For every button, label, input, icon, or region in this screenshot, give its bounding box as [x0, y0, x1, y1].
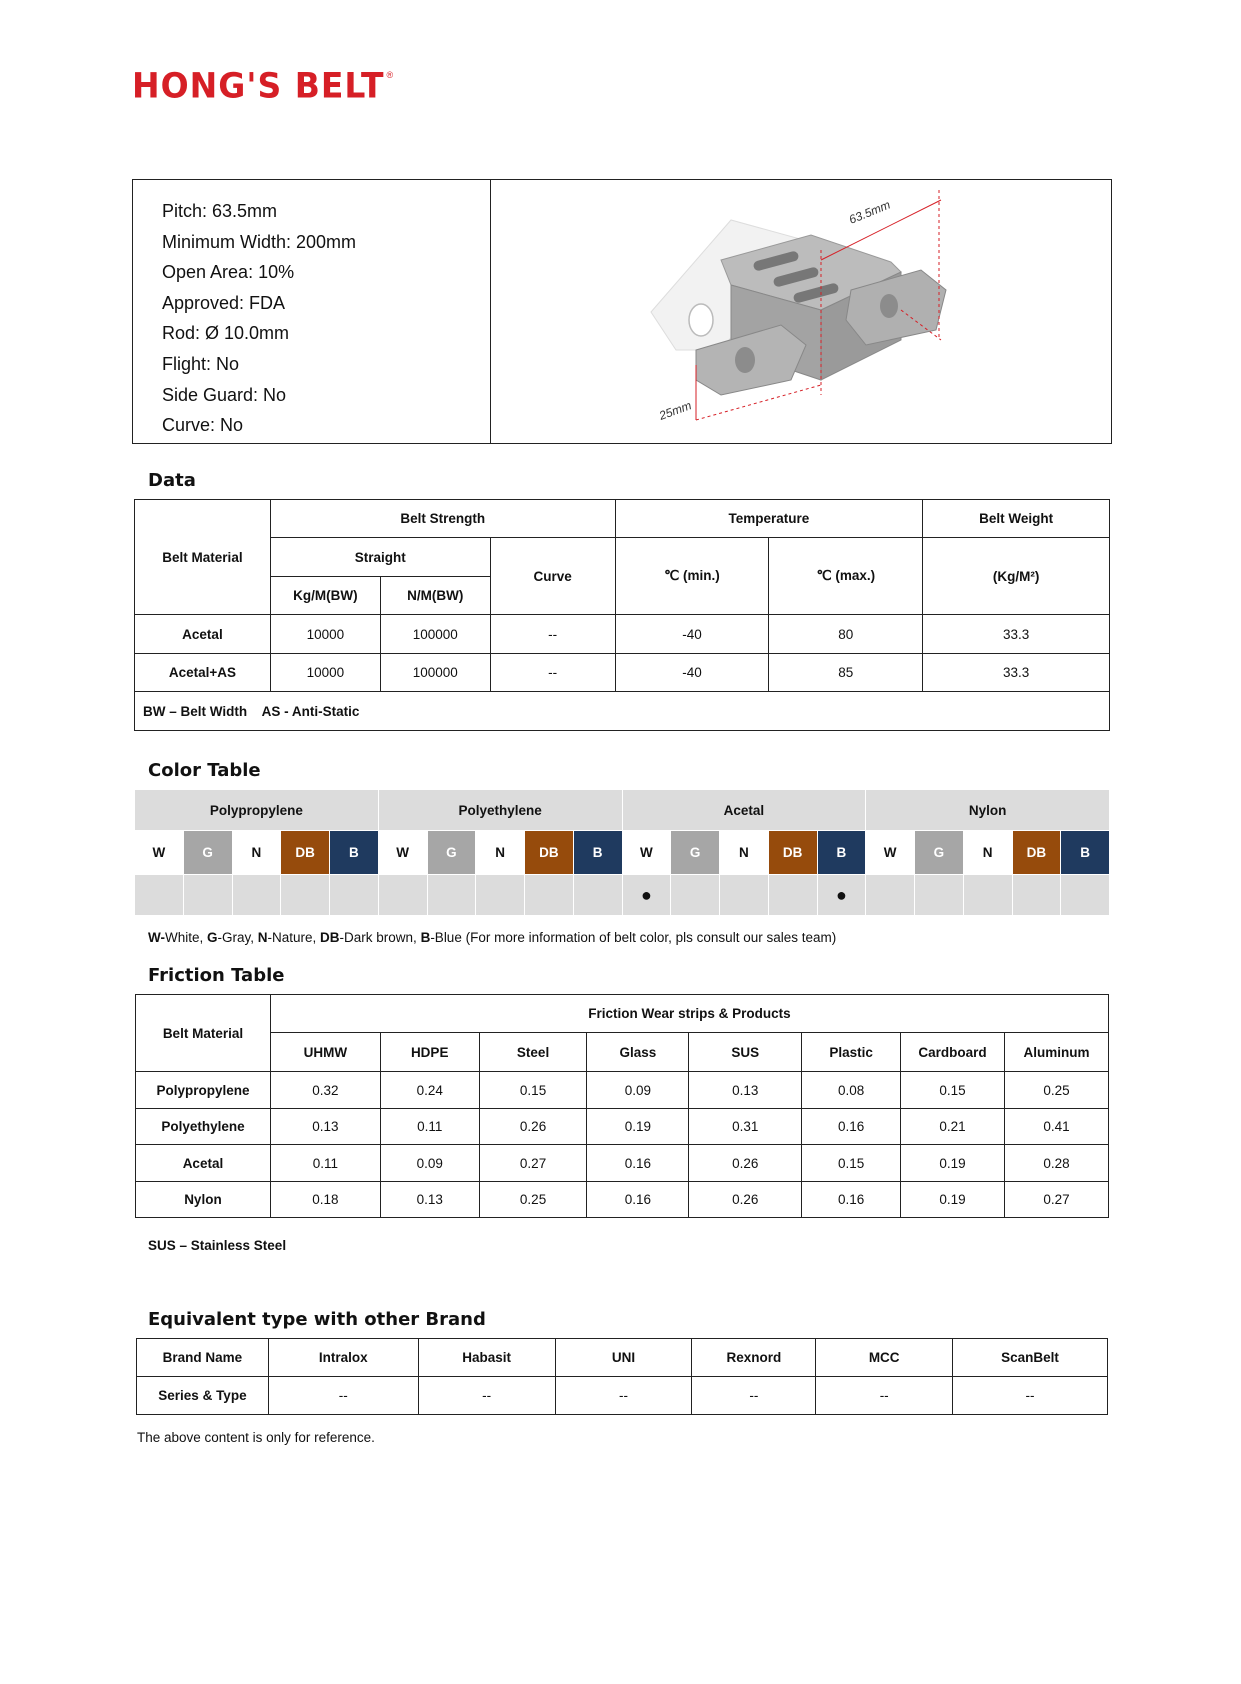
color-code-cell: W	[622, 831, 671, 875]
friction-col-header: Aluminum	[1005, 1033, 1109, 1072]
row-material: Acetal	[135, 615, 271, 654]
legend-code: N	[257, 930, 268, 945]
equiv-label-brand: Brand Name	[137, 1339, 269, 1377]
data-footnote: BW – Belt Width AS - Anti-Static	[135, 692, 1110, 731]
color-availability-cell	[573, 875, 622, 916]
color-availability-cell: ●	[817, 875, 866, 916]
color-code-cell: N	[476, 831, 525, 875]
friction-title: Friction Table	[148, 965, 285, 986]
legend-code: B	[420, 930, 431, 945]
friction-value-cell: 0.16	[802, 1109, 901, 1145]
spec-curve: Curve: No	[162, 415, 244, 436]
color-code-cell: G	[671, 831, 720, 875]
color-availability-cell: ●	[622, 875, 671, 916]
friction-value-cell: 0.13	[380, 1182, 479, 1218]
hdr-curve: Curve	[490, 538, 615, 615]
series-type-cell: --	[816, 1377, 953, 1415]
hdr-weight-unit: (Kg/M²)	[923, 538, 1110, 615]
spec-pitch: Pitch: 63.5mm	[162, 201, 278, 221]
hdr-straight: Straight	[270, 538, 490, 577]
friction-value-cell: 0.32	[270, 1072, 380, 1109]
friction-col-header: UHMW	[270, 1033, 380, 1072]
table-row	[136, 1072, 1109, 1109]
cell-curve: --	[490, 615, 615, 654]
color-availability-cell	[915, 875, 964, 916]
color-code-cell: DB	[281, 831, 330, 875]
friction-value-cell: 0.28	[1005, 1145, 1109, 1182]
table-row	[136, 1182, 1109, 1218]
hdr-temp-max: ℃ (max.)	[769, 538, 923, 615]
friction-value-cell: 0.41	[1005, 1109, 1109, 1145]
friction-value-cell: 0.13	[270, 1109, 380, 1145]
color-code-cell: G	[183, 831, 232, 875]
logo-text: HONG'S BELT	[132, 65, 385, 106]
belt-module-diagram	[491, 180, 1111, 443]
friction-col-header: Cardboard	[901, 1033, 1005, 1072]
spec-min-width: Minimum Width: 200mm	[162, 231, 357, 252]
hdr-belt-material: Belt Material	[135, 500, 271, 615]
color-group-header: Nylon	[866, 790, 1110, 831]
color-availability-row	[135, 875, 1110, 916]
table-row	[135, 615, 1110, 654]
color-availability-cell	[135, 875, 184, 916]
series-type-cell: --	[953, 1377, 1108, 1415]
table-row	[136, 1109, 1109, 1145]
friction-value-cell: 0.19	[901, 1182, 1005, 1218]
cell-kg: 10000	[270, 615, 380, 654]
legend-text: -Gray,	[217, 930, 258, 945]
cell-n: 100000	[380, 615, 490, 654]
friction-value-cell: 0.18	[270, 1182, 380, 1218]
color-group-header: Polyethylene	[378, 790, 622, 831]
series-type-cell: --	[268, 1377, 418, 1415]
table-row	[137, 1339, 1108, 1377]
color-availability-cell	[720, 875, 769, 916]
color-code-cell: B	[573, 831, 622, 875]
hdr-belt-weight: Belt Weight	[923, 500, 1110, 538]
table-row	[136, 1145, 1109, 1182]
color-code-cell: DB	[1012, 831, 1061, 875]
friction-col-header: SUS	[689, 1033, 802, 1072]
spec-flight: Flight: No	[162, 353, 240, 374]
friction-value-cell: 0.25	[1005, 1072, 1109, 1109]
color-legend	[148, 930, 836, 945]
dim-height-label: 25mm	[657, 398, 694, 423]
color-code-cell: G	[427, 831, 476, 875]
color-availability-cell	[476, 875, 525, 916]
color-availability-cell	[281, 875, 330, 916]
hdr-kg: Kg/M(BW)	[270, 577, 380, 615]
brand-name-cell: Rexnord	[692, 1339, 816, 1377]
friction-value-cell: 0.08	[802, 1072, 901, 1109]
friction-value-cell: 0.24	[380, 1072, 479, 1109]
color-availability-cell	[768, 875, 817, 916]
friction-column-headers	[136, 1033, 1109, 1072]
color-code-cell: W	[378, 831, 427, 875]
color-title: Color Table	[148, 760, 261, 781]
legend-text: -Blue (For more information of belt color, pls consult our sales team)	[430, 930, 837, 945]
friction-value-cell: 0.15	[479, 1072, 587, 1109]
friction-hdr-material: Belt Material	[136, 995, 271, 1072]
equiv-label-series: Series & Type	[137, 1377, 269, 1415]
color-code-cell: W	[866, 831, 915, 875]
table-row	[135, 654, 1110, 692]
color-code-cell: DB	[525, 831, 574, 875]
friction-value-cell: 0.16	[802, 1182, 901, 1218]
friction-col-header: Glass	[587, 1033, 689, 1072]
spec-side-guard: Side Guard: No	[162, 384, 287, 405]
belt-module-illustration	[491, 180, 1111, 442]
friction-value-cell: 0.11	[270, 1145, 380, 1182]
friction-value-cell: 0.26	[689, 1182, 802, 1218]
color-code-cell: G	[915, 831, 964, 875]
friction-row-material: Acetal	[136, 1145, 271, 1182]
color-availability-cell	[866, 875, 915, 916]
friction-col-header: Steel	[479, 1033, 587, 1072]
spec-box	[132, 179, 1112, 444]
cell-curve: --	[490, 654, 615, 692]
color-availability-cell	[1012, 875, 1061, 916]
legend-text: White,	[164, 930, 207, 945]
color-code-cell: DB	[768, 831, 817, 875]
friction-value-cell: 0.19	[901, 1145, 1005, 1182]
color-code-cell: B	[1061, 831, 1110, 875]
friction-value-cell: 0.11	[380, 1109, 479, 1145]
disclaimer: The above content is only for reference.	[137, 1430, 375, 1445]
friction-value-cell: 0.16	[587, 1182, 689, 1218]
legend-code: DB	[320, 930, 340, 945]
friction-value-cell: 0.15	[901, 1072, 1005, 1109]
series-type-cell: --	[418, 1377, 555, 1415]
friction-col-header: HDPE	[380, 1033, 479, 1072]
friction-value-cell: 0.13	[689, 1072, 802, 1109]
friction-value-cell: 0.27	[479, 1145, 587, 1182]
cell-weight: 33.3	[923, 654, 1110, 692]
brand-logo	[132, 66, 393, 106]
color-group-header: Acetal	[622, 790, 866, 831]
color-availability-cell	[427, 875, 476, 916]
color-group-header: Polypropylene	[135, 790, 379, 831]
brand-name-cell: Intralox	[268, 1339, 418, 1377]
friction-value-cell: 0.09	[587, 1072, 689, 1109]
brand-name-cell: Habasit	[418, 1339, 555, 1377]
friction-value-cell: 0.16	[587, 1145, 689, 1182]
friction-value-cell: 0.21	[901, 1109, 1005, 1145]
friction-value-cell: 0.15	[802, 1145, 901, 1182]
registered-mark: ®	[386, 70, 394, 80]
friction-value-cell: 0.31	[689, 1109, 802, 1145]
color-code-cell: N	[232, 831, 281, 875]
spec-open-area: Open Area: 10%	[162, 262, 295, 283]
color-code-cell: B	[817, 831, 866, 875]
spec-approved: Approved: FDA	[162, 292, 286, 313]
cell-temp-max: 80	[769, 615, 923, 654]
friction-value-cell: 0.19	[587, 1109, 689, 1145]
color-availability-cell	[232, 875, 281, 916]
legend-code: G	[206, 930, 218, 945]
cell-temp-min: -40	[615, 654, 769, 692]
equivalent-title: Equivalent type with other Brand	[148, 1309, 486, 1330]
friction-row-material: Polyethylene	[136, 1109, 271, 1145]
cell-n: 100000	[380, 654, 490, 692]
color-availability-cell	[330, 875, 379, 916]
spec-rod: Rod: Ø 10.0mm	[162, 323, 290, 344]
series-type-cell: --	[555, 1377, 692, 1415]
friction-row-material: Nylon	[136, 1182, 271, 1218]
legend-code: W-	[148, 930, 165, 945]
data-table	[134, 499, 1110, 731]
dim-pitch-label: 63.5mm	[846, 197, 893, 227]
spec-list	[133, 180, 491, 443]
cell-temp-min: -40	[615, 615, 769, 654]
friction-col-header: Plastic	[802, 1033, 901, 1072]
friction-table	[135, 994, 1109, 1218]
hdr-n: N/M(BW)	[380, 577, 490, 615]
friction-hdr-group: Friction Wear strips & Products	[270, 995, 1108, 1033]
hdr-temperature: Temperature	[615, 500, 923, 538]
friction-value-cell: 0.26	[479, 1109, 587, 1145]
equivalent-table	[136, 1338, 1108, 1415]
color-code-cell: N	[963, 831, 1012, 875]
data-title: Data	[148, 470, 196, 491]
color-codes-row	[135, 831, 1110, 875]
color-code-cell: B	[330, 831, 379, 875]
brand-name-cell: ScanBelt	[953, 1339, 1108, 1377]
friction-row-material: Polypropylene	[136, 1072, 271, 1109]
cell-temp-max: 85	[769, 654, 923, 692]
brand-name-cell: UNI	[555, 1339, 692, 1377]
color-availability-cell	[378, 875, 427, 916]
legend-text: -Dark brown,	[339, 930, 421, 945]
brand-name-cell: MCC	[816, 1339, 953, 1377]
friction-value-cell: 0.25	[479, 1182, 587, 1218]
color-availability-cell	[525, 875, 574, 916]
friction-value-cell: 0.09	[380, 1145, 479, 1182]
legend-text: -Nature,	[267, 930, 321, 945]
hdr-belt-strength: Belt Strength	[270, 500, 615, 538]
cell-kg: 10000	[270, 654, 380, 692]
series-type-cell: --	[692, 1377, 816, 1415]
color-code-cell: W	[135, 831, 184, 875]
friction-value-cell: 0.26	[689, 1145, 802, 1182]
color-availability-cell	[183, 875, 232, 916]
color-availability-cell	[671, 875, 720, 916]
friction-value-cell: 0.27	[1005, 1182, 1109, 1218]
hdr-temp-min: ℃ (min.)	[615, 538, 769, 615]
color-table	[134, 789, 1110, 916]
color-availability-cell	[963, 875, 1012, 916]
row-material: Acetal+AS	[135, 654, 271, 692]
cell-weight: 33.3	[923, 615, 1110, 654]
friction-footnote: SUS – Stainless Steel	[148, 1238, 287, 1253]
table-row	[137, 1377, 1108, 1415]
color-code-cell: N	[720, 831, 769, 875]
color-availability-cell	[1061, 875, 1110, 916]
